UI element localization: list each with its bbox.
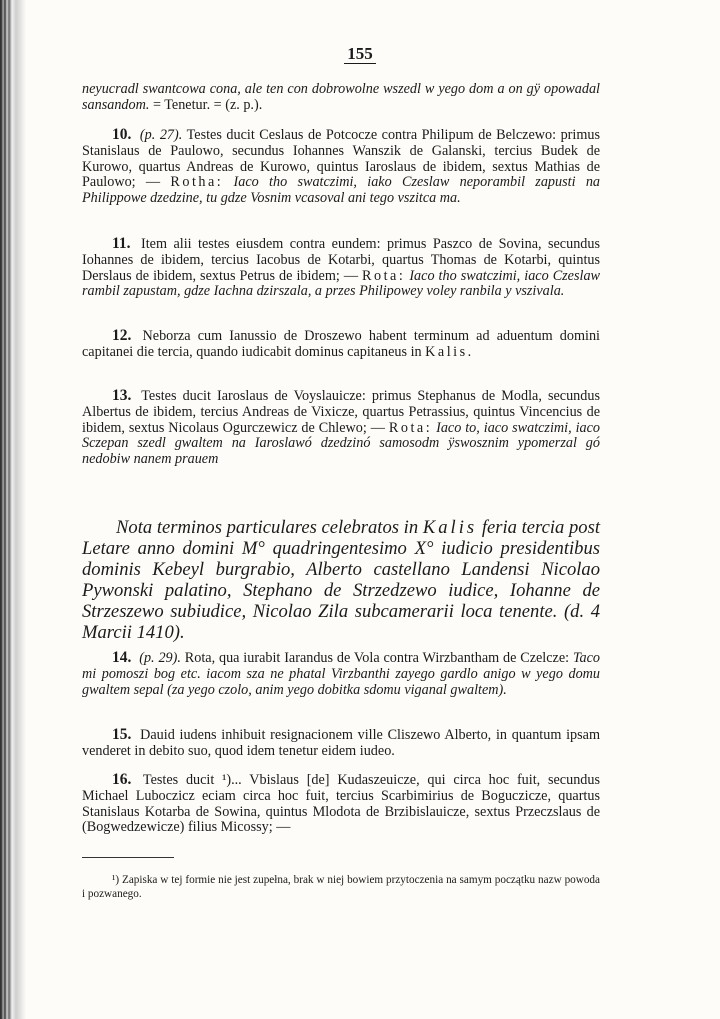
entry-number: 14. [112, 649, 132, 666]
entry-text: Testes ducit Iaroslaus de Voyslauicze: primus Stephanus de Modla, secundus Albertus de ibidem, tercius Andreas de Vixicze, quartus Petrassius, quintus Vincencius de ibidem, sextus Nicolaus Ogurczewicz de Chlewo; — [82, 388, 600, 436]
oath-quote: Iaco to, iaco swatczimi, iaco Sczepan szedl gwaltem na Iaroslawó dzedzinó samosodm ÿswosznim ypomerzal gó nedobiw nanem prauem [82, 419, 600, 468]
entry-12 [82, 328, 600, 361]
tenetur-note: = Tenetur. = (z. p.). [152, 96, 263, 113]
entry-text: Neborza cum Ianussio de Droszewo habent terminum ad aduentum domini capitanei die tercia, quando iudicabit dominus capitaneus in [82, 328, 601, 360]
rota-label: Rota: [362, 267, 406, 284]
entry-11 [82, 236, 600, 300]
entry-number: 16. [112, 771, 132, 788]
polish-quote-continuation: neyucradl swantcowa cona, ale ten con dobrowolne wszedl w yego dom a on gÿ opowadal sansandom. [82, 81, 600, 113]
page-number: 155 [0, 44, 720, 64]
entry-text: Dauid iudens inhibuit resignacionem ville Cliszewo Alberto, in quantum ipsam venderet in debito suo, quod idem tenetur eidem iudeo. [82, 727, 600, 759]
footnote: ¹) Zapiska w tej formie nie jest zupełna, brak w niej bowiem przytoczenia na samym początku nazw powoda i pozwanego. [82, 874, 600, 900]
entry-number: 15. [112, 726, 132, 743]
rota-label: Rota: [388, 419, 433, 436]
entry-text: Item alii testes eiusdem contra eundem: primus Paszco de Sovina, secundus Iohannes de ibidem, tercius Iacobus de Kotarbi, quartus Thomas de Kotarbi, quintus Derslaus de ibidem, sextus Petrus de ibidem; — [82, 236, 601, 284]
footnote-divider [82, 857, 174, 858]
entry-16 [82, 772, 600, 836]
entry-10 [82, 127, 600, 207]
rota-label: Rotha: [170, 174, 224, 191]
entry-15 [82, 727, 600, 760]
rubric-text: Nota terminos particulares celebratos in [116, 517, 419, 538]
page-reference: (p. 29). [139, 650, 181, 666]
entry-13 [82, 388, 600, 468]
entry-number: 13. [112, 387, 132, 404]
oath-quote: Iaco tho swatczimi, iako Czeslaw neporambil zapusti na Philippowe dzedzine, tu gdze Vosnim vcasoval ani tego vszitca ma. [82, 174, 600, 207]
rubric-place: Kalis [422, 517, 478, 538]
place-name: Kalis. [425, 343, 474, 360]
oath-quote: Iaco tho swatczimi, iaco Czeslaw rambil zapustam, gdze Iachna dzirszala, a przes Philipowey voley ranbila y vszivala. [82, 267, 600, 300]
section-rubric [82, 517, 600, 643]
entry-text: Testes ducit Ceslaus de Potcocze contra Philipum de Belczewo: primus Stanislaus de Paulowo, secundus Iohannes Wanszik de Galanski, tercius Budek de Kurowo, quartus Andreas de Kurowo, quintus Iaroslaus de ibidem, sextus Mathias de Paulowo; — [82, 127, 601, 191]
entry-number: 12. [112, 327, 132, 344]
oath-quote: Taco mi pomoszi bog etc. iacom sza ne phatal Virzbanthi zayego gardlo anigo w yego domu gwaltem sepal (za yego czolo, anim yego dobitka sdomu viganal gwaltem). [82, 650, 601, 698]
paragraph-continuation [82, 82, 600, 114]
page-reference: (p. 27). [139, 127, 183, 143]
book-spine-shadow [0, 0, 26, 1019]
entry-text: Testes ducit ¹)... Vbislaus [de] Kudaszeuicze, qui circa hoc fuit, secundus Michael Luboczicz eciam circa hoc fuit, tercius Scarbimirius de Boguczicze, quartus Stanislaus Kotarba de Sowina, quintus Mlodota de Brzibislauicze, sextus Przeczslaus de (Bogwedzewicze) filius Micossy; — [82, 772, 600, 836]
entry-number: 11. [112, 235, 131, 252]
entry-14 [82, 650, 600, 698]
rubric-text-continued: feria tercia post Letare anno domini M° quadringentesimo X° iudicio presidentibus dominis Kebeyl burgrabio, Alberto castellano Landensi Nicolao Pywonski palatino, Stephano de Strzedzewo iudice, Iohanne de Strzeszewo subiudice, Nicolao Zila subcamerarii loca tenente. (d. 4 Marcii 1410). [82, 517, 601, 643]
entry-number: 10. [112, 126, 132, 143]
entry-text: Rota, qua iurabit Iarandus de Vola contra Wirzbantham de Czelcze: [184, 650, 570, 666]
